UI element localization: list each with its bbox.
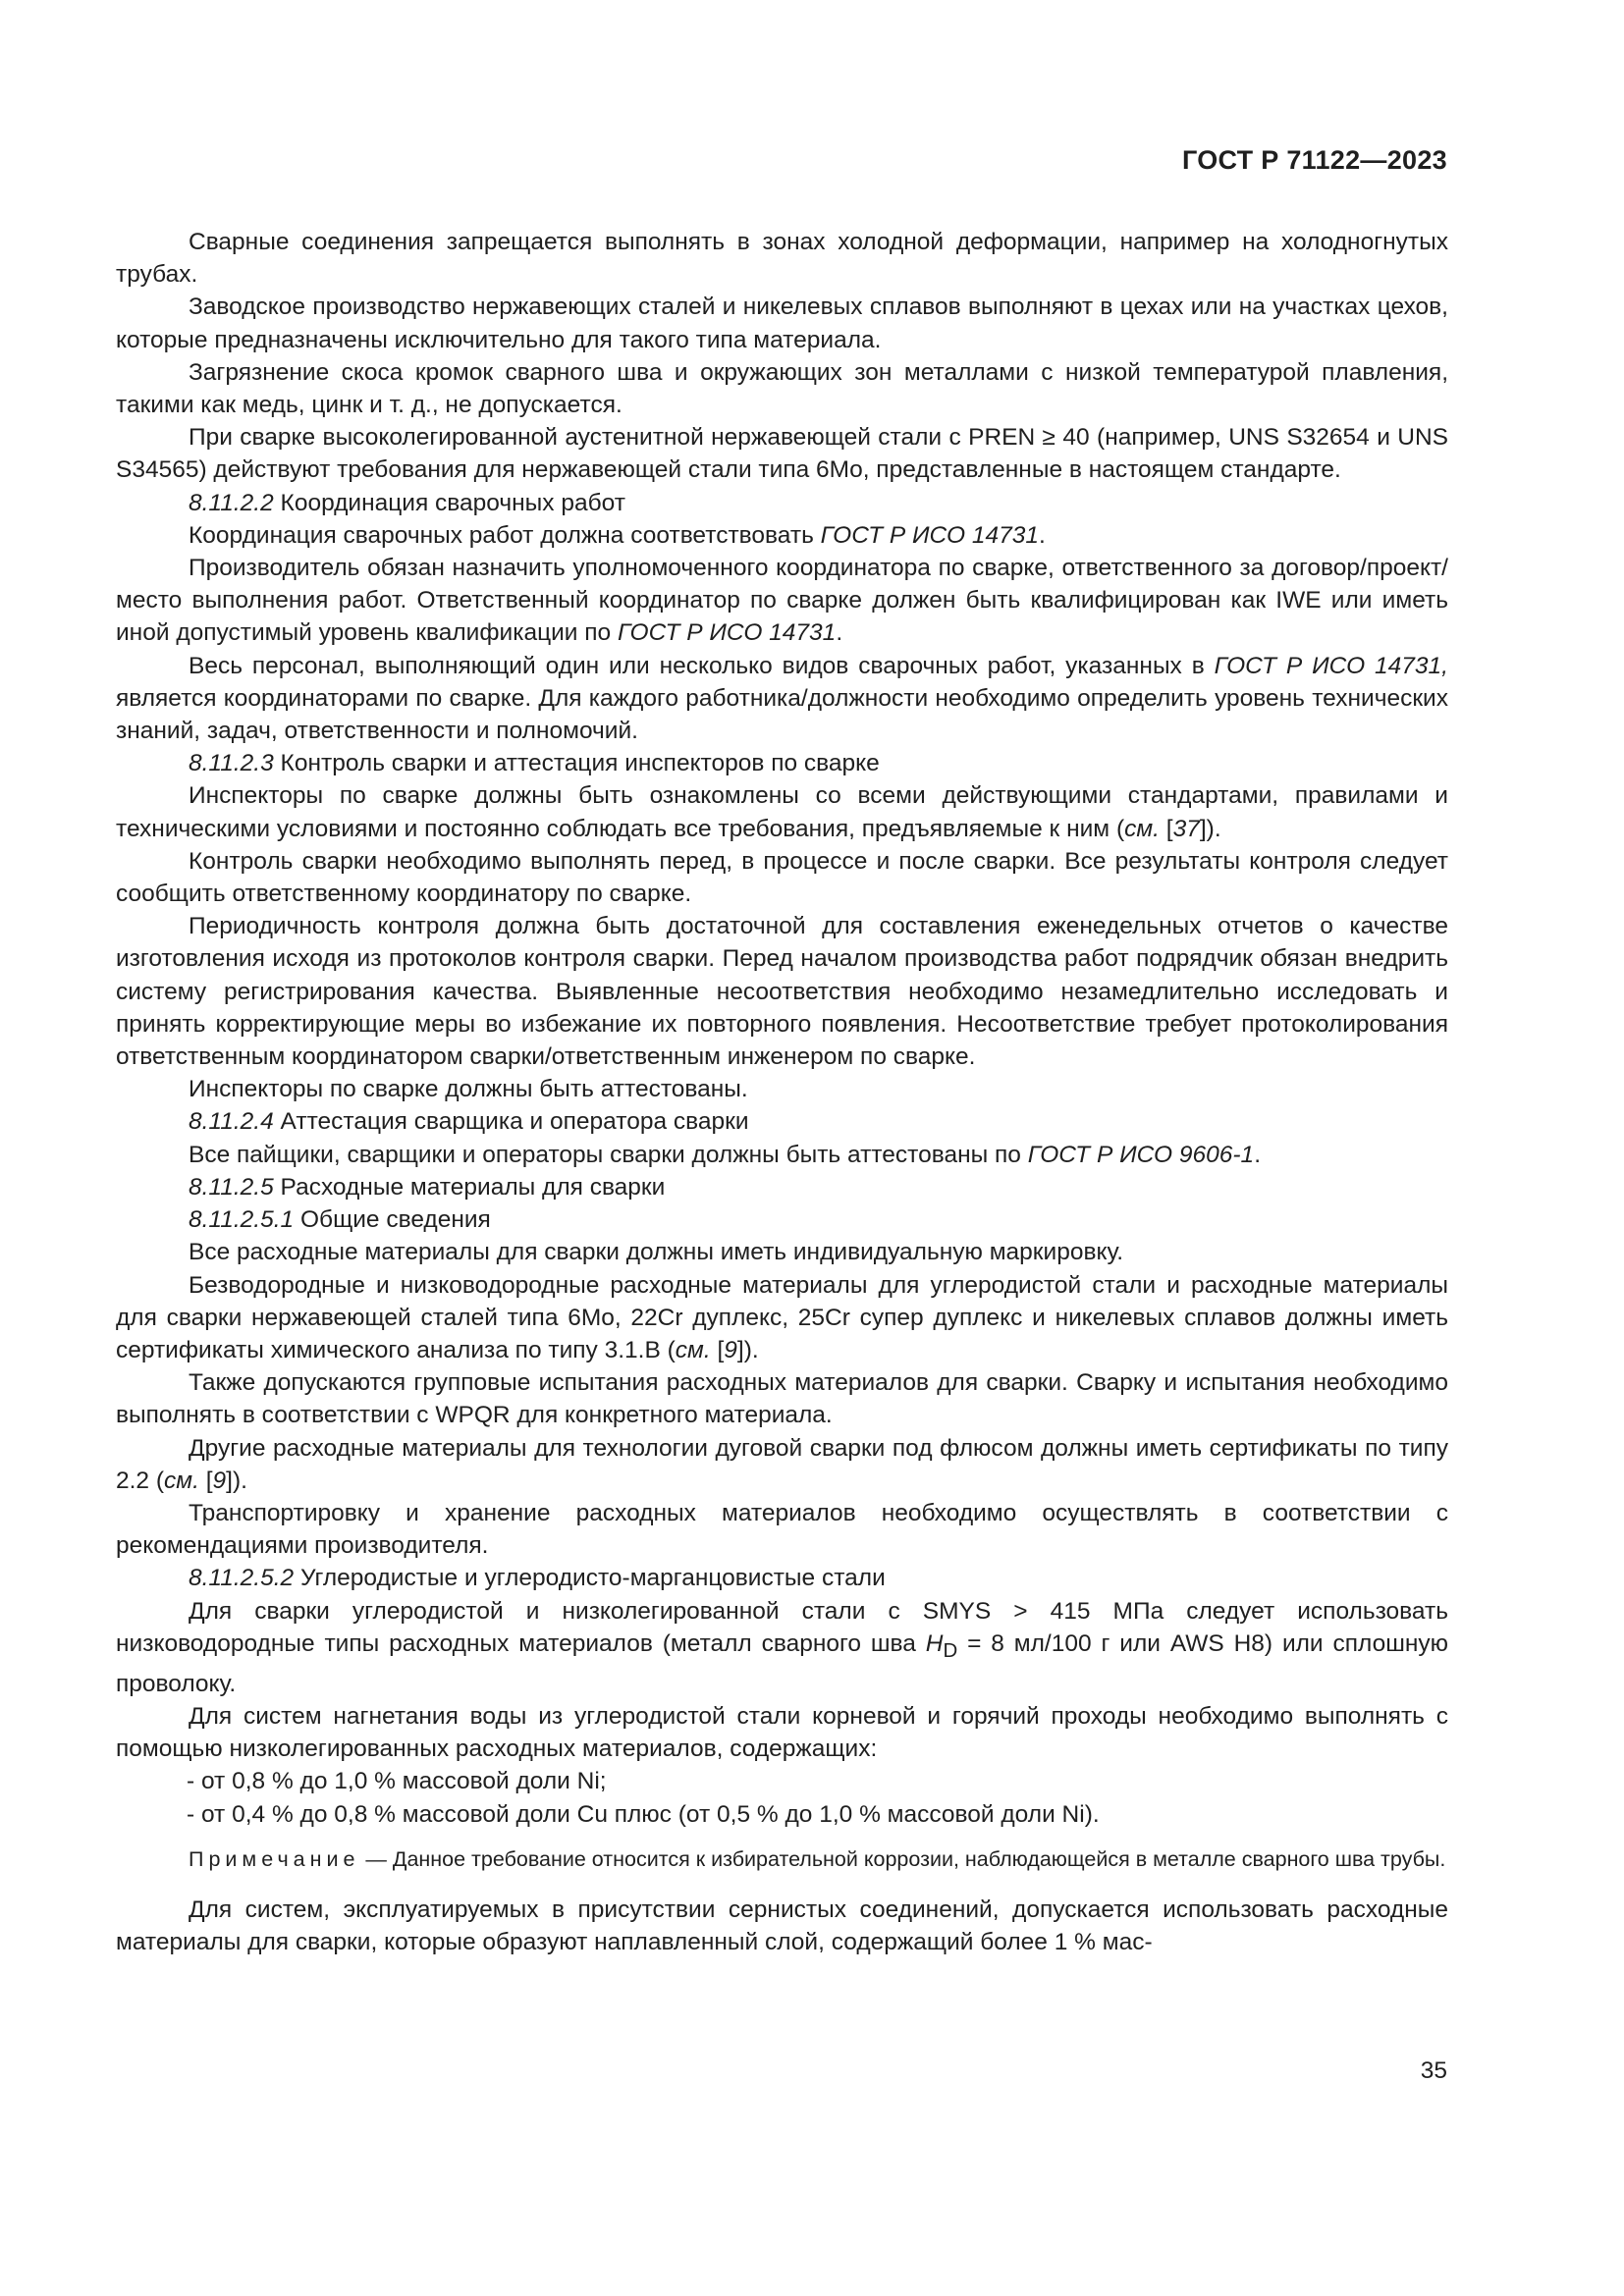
paragraph xyxy=(116,1139,1448,1171)
section-number: 8.11.2.5.1 xyxy=(189,1206,295,1234)
document-header: ГОСТ Р 71122—2023 xyxy=(1181,145,1447,175)
paragraph: Также допускаются групповые испытания расходных материалов для сварки. Сварку и испытания необходимо выполнять в соответствии с WPQR для конкретного материала. xyxy=(116,1369,1448,1429)
section-title: Контроль сварки и аттестация инспекторов по сварке xyxy=(273,750,880,777)
paragraph: Транспортировку и хранение расходных материалов необходимо осуществлять в соответствии с рекомендациями производителя. xyxy=(116,1499,1448,1560)
symbol: H xyxy=(925,1629,944,1657)
see-abbrev: см. xyxy=(164,1467,199,1494)
text: . xyxy=(1254,1141,1261,1168)
section-heading xyxy=(116,1562,1448,1594)
section-heading xyxy=(116,1203,1448,1236)
paragraph: Контроль сварки необходимо выполнять перед, в процессе и после сварки. Все результаты контроля следует сообщить ответственному координатору по сварке. xyxy=(116,847,1448,908)
section-number: 8.11.2.3 xyxy=(189,750,274,777)
paragraph: Все расходные материалы для сварки должны иметь индивидуальную маркировку. xyxy=(189,1239,1124,1266)
text: . xyxy=(1038,521,1046,549)
section-heading xyxy=(116,747,1448,779)
note-label: Примечание xyxy=(189,1846,360,1871)
paragraph: Заводское производство нержавеющих сталей и никелевых сплавов выполняют в цехах или на участках цехов, которые предназначены исключительно для такого типа материала. xyxy=(116,294,1448,353)
standard-reference: ГОСТ Р ИСО 14731 xyxy=(820,521,1039,549)
standard-reference: ГОСТ Р ИСО 9606-1 xyxy=(1027,1141,1255,1168)
standard-reference: ГОСТ Р ИСО 14731 xyxy=(618,619,837,647)
list-item: - от 0,8 % до 1,0 % массовой доли Ni; xyxy=(187,1768,607,1795)
paragraph: Для систем нагнетания воды из углеродистой стали корневой и горячий проходы необходимо выполнять с помощью низколегированных расходных материалов, содержащих: xyxy=(116,1703,1448,1763)
list-item: - от 0,4 % до 0,8 % массовой доли Cu плюс (от 0,5 % до 1,0 % массовой доли Ni). xyxy=(187,1800,1100,1828)
section-heading xyxy=(116,1105,1448,1138)
paragraph xyxy=(116,1595,1448,1701)
text: Безводородные и низководородные расходные материалы для углеродистой стали и расходные материалы для сварки нержавеющей сталей типа 6Mo, 22Cr дуплекс, 25Cr супер дуплекс и никелевых сплавов должны иметь сертификаты химического анализа по типу 3.1.B ( xyxy=(116,1271,1448,1363)
page-number: 35 xyxy=(1420,2057,1447,2084)
subscript: D xyxy=(943,1639,958,1662)
text: Все пайщики, сварщики и операторы сварки должны быть аттестованы по xyxy=(189,1141,1028,1168)
paragraph xyxy=(116,552,1448,650)
text: Другие расходные материалы для технологии дуговой сварки под флюсом должны иметь сертификаты по типу 2.2 ( xyxy=(116,1434,1448,1494)
section-heading xyxy=(116,487,1448,519)
text: [ xyxy=(1159,815,1173,842)
section-number: 8.11.2.5 xyxy=(189,1173,274,1201)
text: Инспекторы по сварке должны быть ознакомлены со всеми действующими стандартами, правилами и техническими условиями и постоянно соблюдать все требования, предъявляемые к ним ( xyxy=(116,782,1448,842)
section-title: Аттестация сварщика и оператора сварки xyxy=(273,1108,749,1136)
section-heading xyxy=(116,1171,1448,1203)
text: ]). xyxy=(1199,815,1221,842)
section-title: Координация сварочных работ xyxy=(273,489,625,516)
paragraph: Загрязнение скоса кромок сварного шва и окружающих зон металлами с низкой температурой плавления, такими как медь, цинк и т. д., не допускается. xyxy=(116,358,1448,419)
text: Весь персонал, выполняющий один или несколько видов сварочных работ, указанных в xyxy=(189,652,1215,679)
section-title: Расходные материалы для сварки xyxy=(273,1173,666,1201)
paragraph: При сварке высоколегированной аустенитной нержавеющей стали с PREN ≥ 40 (например, UNS S32654 и UNS S34565) действуют требования для нержавеющей стали типа 6Mo, представленные в настоящем стандарте. xyxy=(116,424,1448,484)
section-title: Общие сведения xyxy=(294,1206,491,1234)
text: Координация сварочных работ должна соответствовать xyxy=(189,521,821,549)
note-text: — Данное требование относится к избирательной коррозии, наблюдающейся в металле сварного шва трубы. xyxy=(359,1846,1446,1871)
bibliography-reference: 9 xyxy=(212,1467,227,1494)
text: Производитель обязан назначить уполномоченного координатора по сварке, ответственного за договор/проект/место выполнения работ. Ответственный координатор по сварке должен быть квалифицирован как IWE или иметь иной допустимый уровень квалификации по xyxy=(116,555,1448,647)
text: [ xyxy=(710,1336,725,1363)
paragraph xyxy=(116,1269,1448,1367)
text: ]). xyxy=(736,1336,759,1363)
section-title: Углеродистые и углеродисто-марганцовистые стали xyxy=(294,1565,886,1592)
text: [ xyxy=(198,1467,213,1494)
paragraph xyxy=(116,779,1448,844)
document-body xyxy=(116,226,1448,1958)
paragraph xyxy=(116,1432,1448,1497)
bibliography-reference: 37 xyxy=(1172,815,1200,842)
section-number: 8.11.2.2 xyxy=(189,489,274,516)
paragraph: Сварные соединения запрещается выполнять в зонах холодной деформации, например на холодногнутых трубах. xyxy=(116,229,1448,289)
bibliography-reference: 9 xyxy=(724,1336,737,1363)
paragraph: Для систем, эксплуатируемых в присутствии сернистых соединений, допускается использовать расходные материалы для сварки, которые образуют наплавленный слой, содержащий более 1 % мас- xyxy=(116,1896,1448,1956)
paragraph: Инспекторы по сварке должны быть аттестованы. xyxy=(189,1076,748,1103)
see-abbrev: см. xyxy=(675,1336,711,1363)
text: . xyxy=(836,619,843,647)
note xyxy=(116,1844,1448,1874)
text: ]). xyxy=(226,1467,247,1494)
text: Для сварки углеродистой и низколегированной стали с SMYS > 415 МПа следует использовать низководородные типы расходных материалов (металл сварного шва xyxy=(116,1597,1448,1657)
paragraph xyxy=(116,519,1448,552)
see-abbrev: см. xyxy=(1124,815,1160,842)
paragraph: Периодичность контроля должна быть достаточной для составления еженедельных отчетов о качестве изготовления исходя из протоколов контроля сварки. Перед началом производства работ подрядчик обязан внедрить систему регистрирования качества. Выявленные несоответствия необходимо незамедлительно исследовать и принять корректирующие меры во избежание их повторного появления. Несоответствие требует протоколирования ответственным координатором сварки/ответственным инженером по сварке. xyxy=(116,913,1448,1071)
standard-reference: ГОСТ Р ИСО 14731, xyxy=(1214,652,1448,679)
text: является координаторами по сварке. Для каждого работника/должности необходимо определить уровень технических знаний, задач, ответственности и полномочий. xyxy=(116,684,1448,745)
section-number: 8.11.2.5.2 xyxy=(189,1565,295,1592)
paragraph xyxy=(116,650,1448,748)
section-number: 8.11.2.4 xyxy=(189,1108,274,1136)
text: = 8 мл/100 г или AWS H8) или сплошную проволоку. xyxy=(116,1629,1448,1697)
